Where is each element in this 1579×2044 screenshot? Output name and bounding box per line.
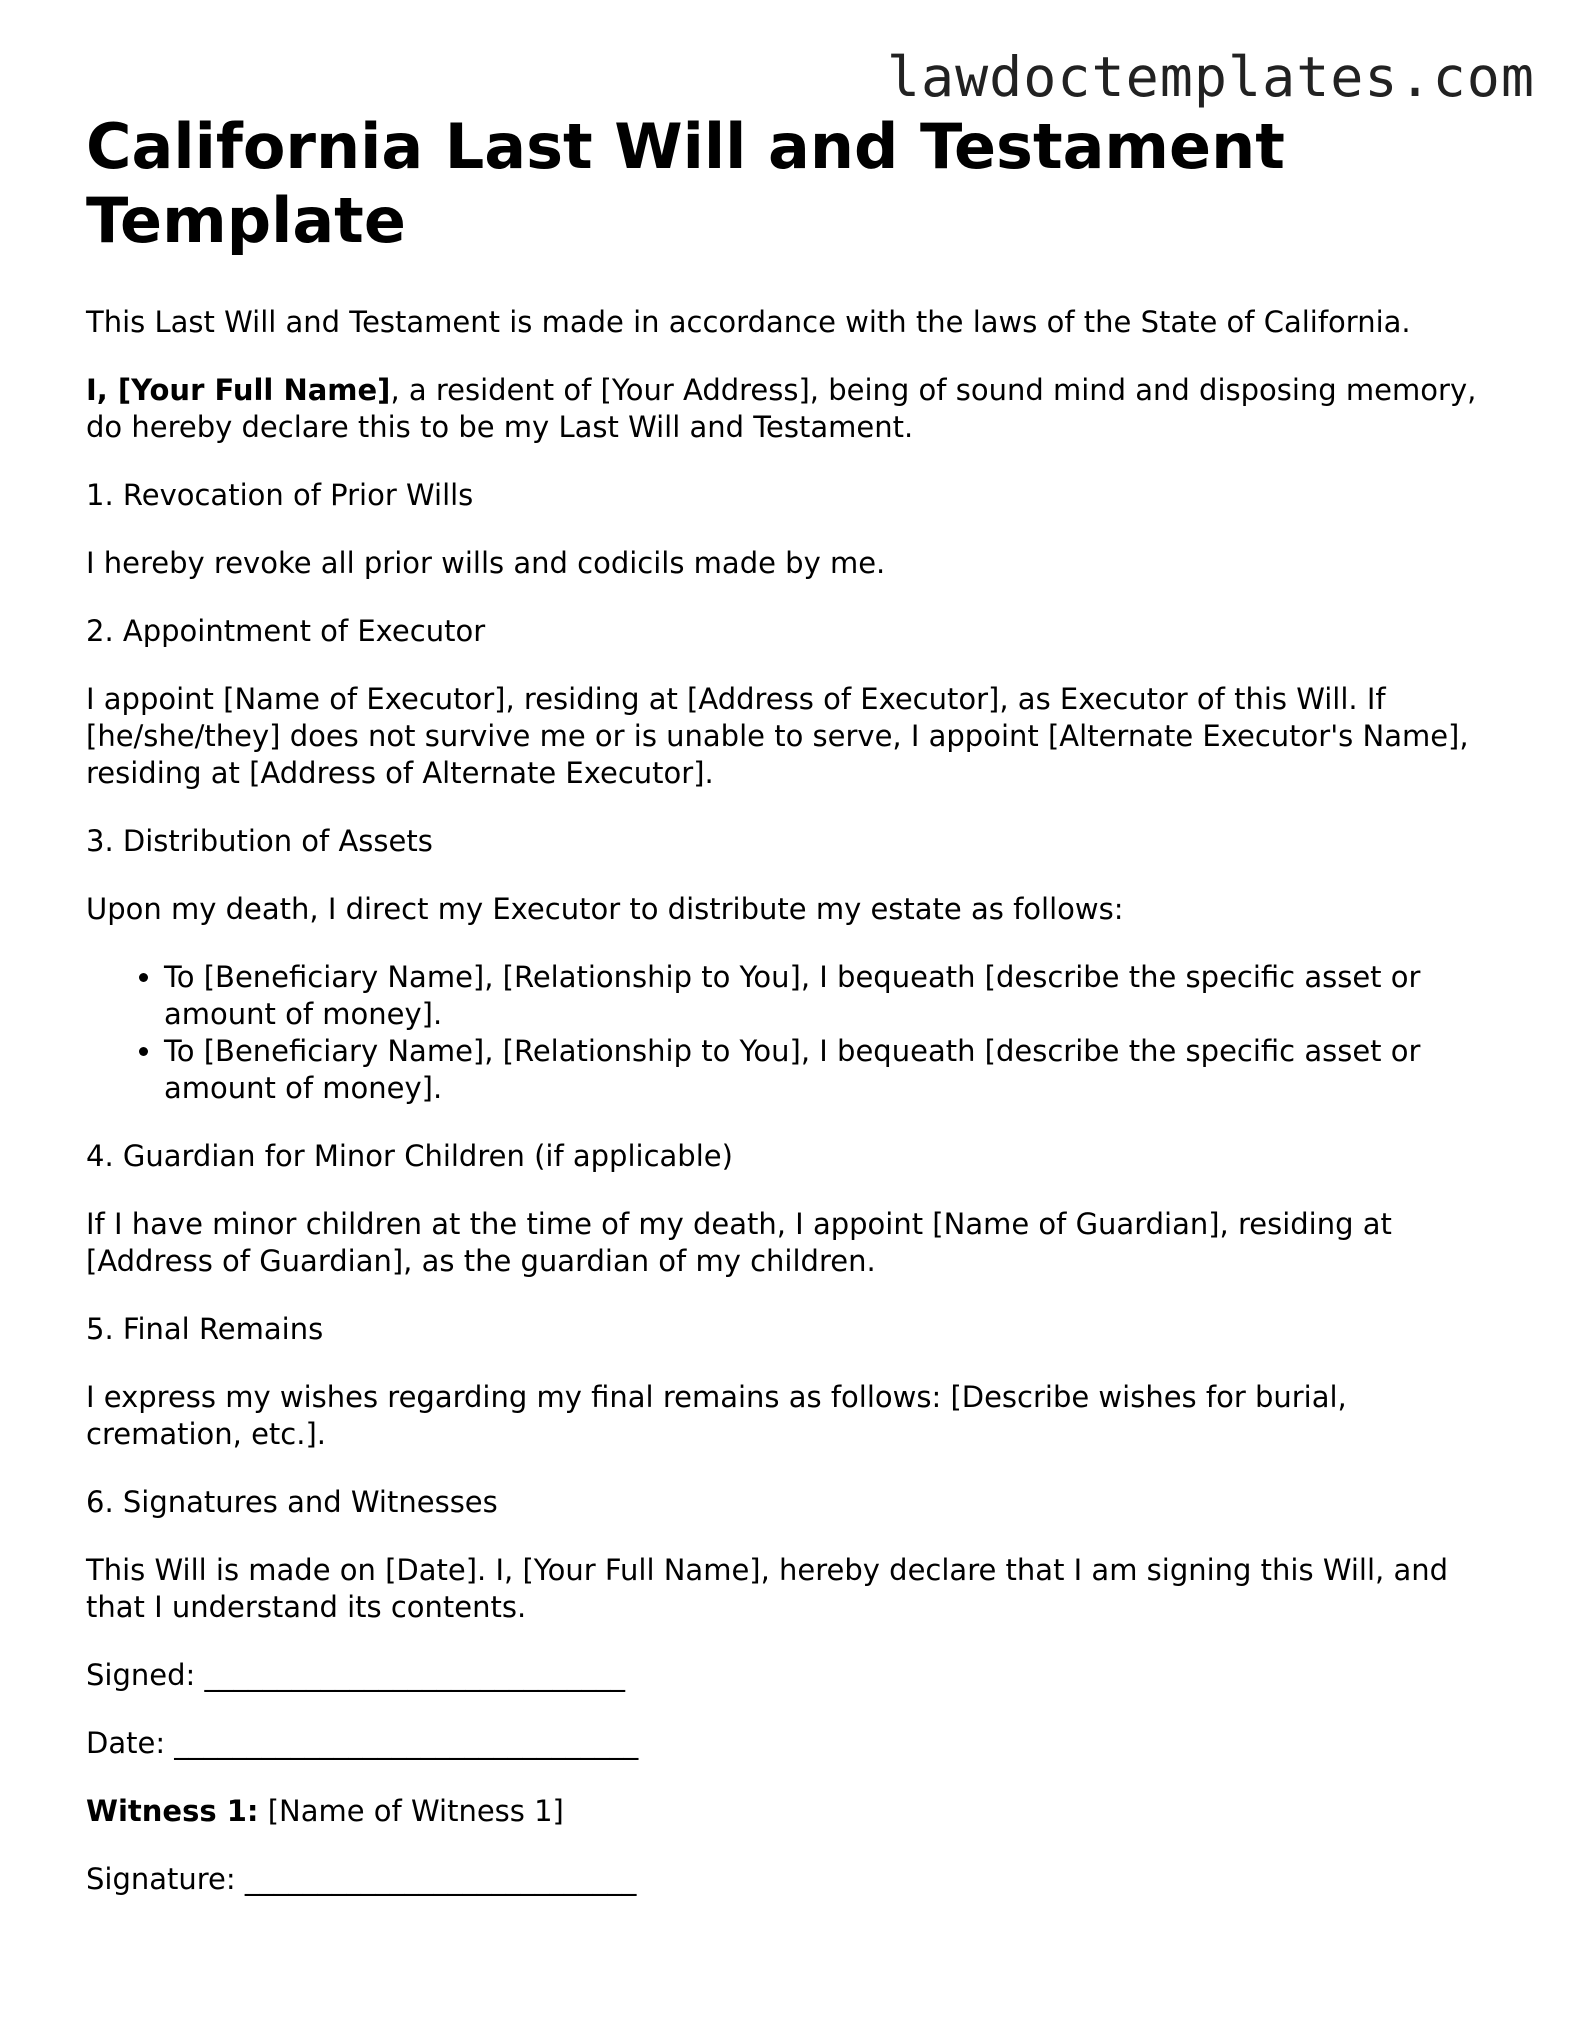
section-body-guardian: If I have minor children at the time of my death, I appoint [Name of Guardian], residing at [Address of Guardian], as the guardian of my children. bbox=[86, 1207, 1392, 1278]
witness-1-name: [Name of Witness 1] bbox=[258, 1794, 564, 1828]
declaration-text: , a resident of [Your Address], being of sound mind and disposing memory, do hereby declare this to be my Last Will and Testament. bbox=[86, 373, 1477, 444]
list-item: • To [Beneficiary Name], [Relationship to You], I bequeath [describe the specific asset or amount of money]. bbox=[164, 959, 1486, 1033]
document-page bbox=[86, 110, 1486, 1898]
witness-signature-line: Signature: ___________________________ bbox=[86, 1862, 637, 1896]
section-heading-remains: 5. Final Remains bbox=[86, 1312, 324, 1346]
date-line: Date: ________________________________ bbox=[86, 1726, 639, 1760]
section-body-distribution: Upon my death, I direct my Executor to distribute my estate as follows: bbox=[86, 892, 1124, 926]
section-heading-distribution: 3. Distribution of Assets bbox=[86, 824, 433, 858]
site-watermark: lawdoctemplates.com bbox=[886, 45, 1535, 109]
declarant-name: I, [Your Full Name] bbox=[86, 373, 391, 407]
section-body-revocation: I hereby revoke all prior wills and codicils made by me. bbox=[86, 546, 886, 580]
document-title: California Last Will and Testament Template bbox=[86, 110, 1285, 257]
section-heading-revocation: 1. Revocation of Prior Wills bbox=[86, 478, 474, 512]
section-body-remains: I express my wishes regarding my final remains as follows: [Describe wishes for burial, cremation, etc.]. bbox=[86, 1380, 1347, 1451]
section-body-executor: I appoint [Name of Executor], residing at [Address of Executor], as Executor of this Will. If [he/she/they] does not survive me or is unable to serve, I appoint [Alternate Executor's Name], residing at [Address of Alternate Executor]. bbox=[86, 682, 1469, 790]
intro-paragraph: This Last Will and Testament is made in accordance with the laws of the State of California. bbox=[86, 305, 1411, 339]
witness-1-label: Witness 1: bbox=[86, 1794, 259, 1828]
section-heading-guardian: 4. Guardian for Minor Children (if applicable) bbox=[86, 1139, 733, 1173]
section-heading-signatures: 6. Signatures and Witnesses bbox=[86, 1485, 498, 1519]
bequest-list bbox=[86, 959, 1486, 1107]
witness-1-line bbox=[86, 1793, 1486, 1830]
signed-line: Signed: _____________________________ bbox=[86, 1658, 625, 1692]
section-heading-executor: 2. Appointment of Executor bbox=[86, 614, 486, 648]
declaration-paragraph bbox=[86, 372, 1486, 446]
section-body-signatures: This Will is made on [Date]. I, [Your Full Name], hereby declare that I am signing this Will, and that I understand its contents. bbox=[86, 1553, 1449, 1624]
list-item: • To [Beneficiary Name], [Relationship to You], I bequeath [describe the specific asset or amount of money]. bbox=[164, 1033, 1486, 1107]
